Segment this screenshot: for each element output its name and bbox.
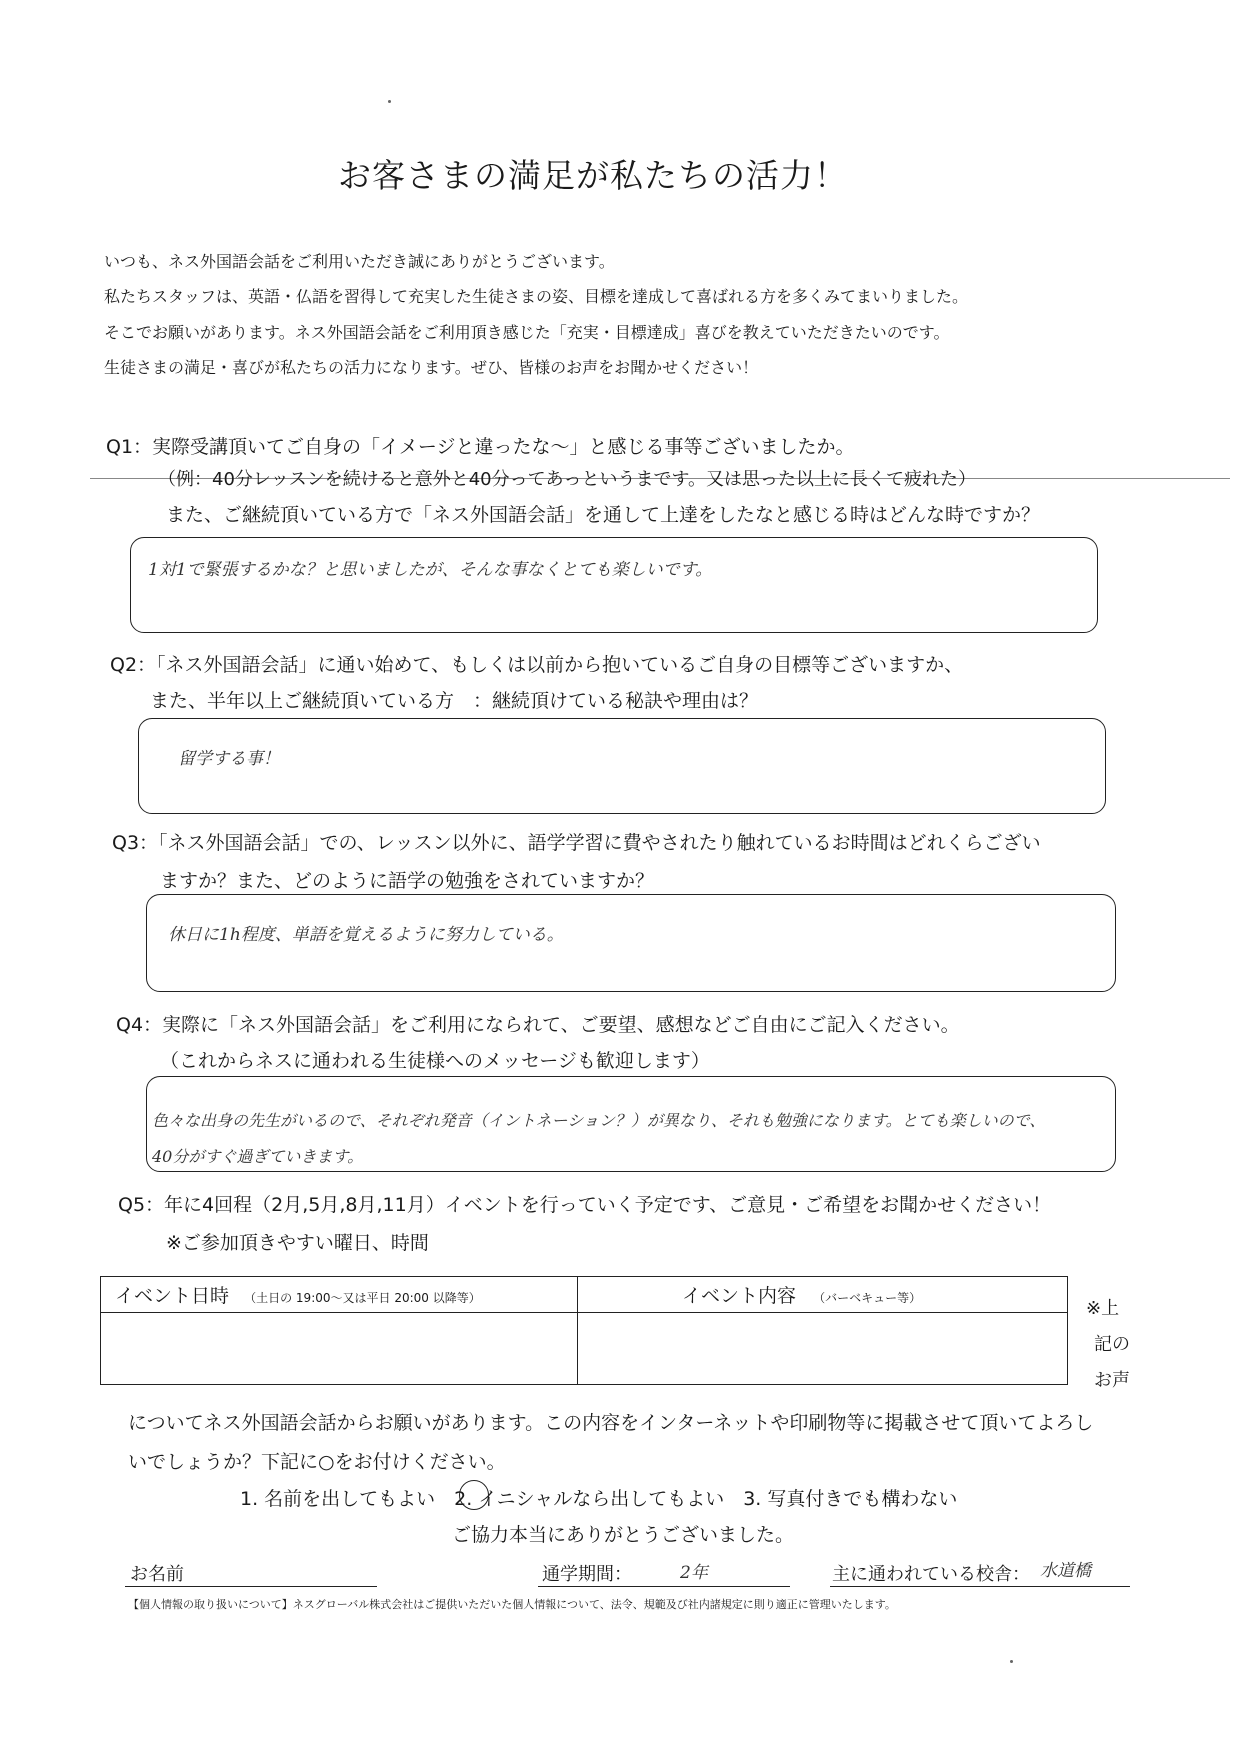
q3-followup: ますか？また、どのように語学の勉強をされていますか？ xyxy=(160,870,655,892)
q1-answer: 1対1で緊張するかな？と思いましたが、そんな事なくとても楽しいです。 xyxy=(148,560,713,580)
q1-example: （例：40分レッスンを続けると意外と40分ってあっというまです。又は思った以上に長くて疲れた） xyxy=(158,469,977,490)
q5-question: Q5：年に4回程（2月,5月,8月,11月）イベントを行っていく予定です、ご意見・ご希望をお聞かせください！ xyxy=(118,1194,1052,1216)
scan-speck xyxy=(388,100,391,103)
side-note-2: 記の xyxy=(1094,1334,1130,1355)
event-datetime-header-cell xyxy=(101,1277,578,1313)
event-content-header-cell xyxy=(578,1277,1068,1313)
q1-answer-box[interactable] xyxy=(130,537,1098,633)
name-underline xyxy=(125,1586,377,1587)
period-underline xyxy=(538,1586,790,1587)
intro-line-4: 生徒さまの満足・喜びが私たちの活力になります。ぜひ、皆様のお声をお聞かせください！ xyxy=(104,358,759,377)
school-value: 水道橋 xyxy=(1040,1561,1091,1581)
q4-answer-line-2: 40分がすぐ過ぎていきます。 xyxy=(152,1147,364,1166)
side-note-3: お声 xyxy=(1094,1370,1130,1391)
thanks-text: ご協力本当にありがとうございました。 xyxy=(452,1524,795,1546)
side-note-1: ※上 xyxy=(1086,1298,1120,1319)
privacy-notice: 【個人情報の取り扱いについて】ネスグローバル株式会社はご提供いただいた個人情報について、法令、規範及び社内諸規定に則り適正に管理いたします。 xyxy=(128,1598,896,1611)
q4-question: Q4：実際に「ネス外国語会話」をご利用になられて、ご要望、感想などご自由にご記入ください。 xyxy=(116,1014,960,1036)
school-underline xyxy=(830,1586,1130,1587)
name-label: お名前 xyxy=(130,1564,184,1585)
q2-answer: 留学する事！ xyxy=(178,749,280,769)
intro-line-1: いつも、ネス外国語会話をご利用いただき誠にありがとうございます。 xyxy=(104,252,615,271)
q2-followup: また、半年以上ご継続頂いている方 ：継続頂けている秘訣や理由は？ xyxy=(150,690,759,712)
period-value: 2年 xyxy=(680,1563,708,1583)
period-label: 通学期間： xyxy=(542,1564,632,1585)
q1-followup: また、ご継続頂いている方で「ネス外国語会話」を通して上達をしたなと感じる時はどんな時ですか？ xyxy=(166,504,1041,526)
q2-question: Q2：「ネス外国語会話」に通い始めて、もしくは以前から抱いているご自身の目標等ございますか、 xyxy=(110,654,964,676)
event-datetime-note: （土日の 19:00～又は平日 20:00 以降等） xyxy=(244,1291,481,1305)
event-datetime-header: イベント日時 xyxy=(115,1285,230,1307)
event-content-note: （バーベキュー等） xyxy=(813,1291,922,1305)
event-table xyxy=(100,1276,1068,1385)
selected-option-circle xyxy=(459,1480,489,1510)
consent-line-2: いでしょうか？下記に○をお付けください。 xyxy=(128,1451,506,1473)
consent-options: 1. 名前を出してもよい 2. イニシャルなら出してもよい 3. 写真付きでも構わない xyxy=(240,1488,958,1510)
consent-line-1: についてネス外国語会話からお願いがあります。この内容をインターネットや印刷物等に掲載させて頂いてよろし xyxy=(128,1412,1094,1434)
intro-line-2: 私たちスタッフは、英語・仏語を習得して充実した生徒さまの姿、目標を達成して喜ばれる方を多くみてまいりました。 xyxy=(104,287,969,306)
q4-answer-line-1: 色々な出身の先生がいるので、それぞれ発音（イントネーション？）が異なり、それも勉強になります。とても楽しいので、 xyxy=(152,1111,1046,1130)
scan-speck xyxy=(1010,1660,1013,1663)
q3-question: Q3：「ネス外国語会話」での、レッスン以外に、語学学習に費やされたり触れているお時間はどれくらござい xyxy=(112,832,1041,854)
q1-question: Q1：実際受講頂いてご自身の「イメージと違ったな～」と感じる事等ございましたか。 xyxy=(106,436,855,458)
page-title: お客さまの満足が私たちの活力！ xyxy=(338,156,848,195)
intro-line-3: そこでお願いがあります。ネス外国語会話をご利用頂き感じた「充実・目標達成」喜びを教えていただきたいのです。 xyxy=(104,323,950,342)
school-label: 主に通われている校舎： xyxy=(832,1564,1030,1585)
q4-followup: （これからネスに通われる生徒様へのメッセージも歓迎します） xyxy=(160,1050,710,1072)
event-datetime-input[interactable] xyxy=(101,1313,578,1385)
q2-answer-box[interactable] xyxy=(138,718,1106,814)
event-content-header: イベント内容 xyxy=(682,1285,797,1307)
q5-note: ※ご参加頂きやすい曜日、時間 xyxy=(166,1232,429,1254)
event-content-input[interactable] xyxy=(578,1313,1068,1385)
q3-answer: 休日に1h程度、単語を覚えるように努力している。 xyxy=(168,925,564,945)
